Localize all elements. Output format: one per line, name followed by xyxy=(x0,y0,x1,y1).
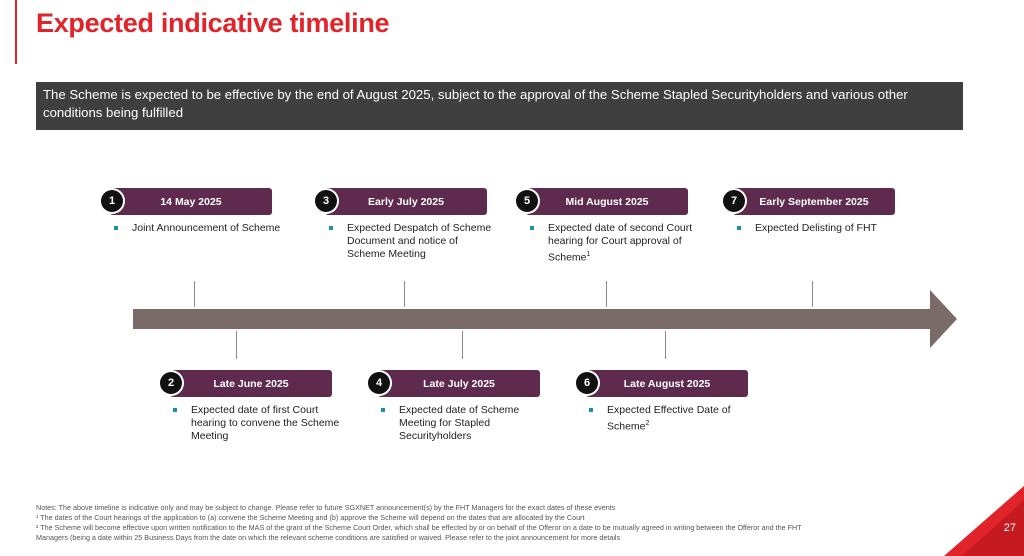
milestone-6-description xyxy=(589,404,759,434)
corner-decoration xyxy=(944,486,1024,556)
milestone-6-line-1: Expected Effective Date of xyxy=(607,404,731,416)
bullet-icon xyxy=(737,226,741,230)
milestone-4-line-3: Securityholders xyxy=(399,430,472,442)
tick-3 xyxy=(404,281,405,307)
milestone-2-description xyxy=(173,404,348,443)
bullet-icon xyxy=(114,226,118,230)
banner-line-1: The Scheme is expected to be effective by the end of August 2025, subject to the approval of the Scheme Stapled Securityholders and various other xyxy=(43,87,908,102)
milestone-7-description xyxy=(737,222,907,235)
milestone-1-number: 1 xyxy=(101,190,123,212)
milestone-4-line-1: Expected date of Scheme xyxy=(399,404,520,416)
summary-banner xyxy=(36,82,963,130)
milestone-5-line-2: hearing for Court approval of xyxy=(548,235,682,247)
milestone-6-line-2: Scheme xyxy=(607,420,646,433)
footnote-ref-1: 1 xyxy=(586,251,591,258)
milestone-3-line-3: Scheme Meeting xyxy=(347,248,426,260)
note-line-1: Notes: The above timeline is indicative only and may be subject to change. Please refer to future SGXNET announcement(s) by the FHT Managers for the exact dates of these events xyxy=(36,503,616,512)
milestone-7-number: 7 xyxy=(723,190,745,212)
bullet-icon xyxy=(589,408,593,412)
milestone-4-line-2: Meeting for Stapled xyxy=(399,417,491,429)
note-line-4: Managers (being a date within 25 Business Days from the date on which the relevant scheme conditions are satisfied or waived. Please refer to the joint announcement for more details xyxy=(36,533,621,542)
milestone-2-line-3: Meeting xyxy=(191,430,229,442)
footnote-ref-2: 2 xyxy=(645,420,650,427)
milestone-5-line-3: Scheme xyxy=(548,251,587,264)
milestone-1-date: 14 May 2025 xyxy=(110,188,272,215)
milestone-7-line-1: Expected Delisting of FHT xyxy=(755,222,877,234)
milestone-3-line-1: Expected Despatch of Scheme xyxy=(347,222,492,234)
tick-7 xyxy=(812,281,813,307)
bullet-icon xyxy=(381,408,385,412)
note-line-2: ¹ The dates of the Court hearings of the application to (a) convene the Scheme Meeting and (b) approve the Scheme will depend on the dates that are allocated by the Court xyxy=(36,513,585,522)
timeline-arrowhead xyxy=(930,290,957,348)
tick-6 xyxy=(665,331,666,359)
milestone-5-description xyxy=(530,222,705,265)
milestone-4-description xyxy=(381,404,551,443)
milestone-3-date: Early July 2025 xyxy=(325,188,487,215)
milestone-7-date: Early September 2025 xyxy=(733,188,895,215)
note-line-3: ² The Scheme will become effective upon written notification to the MAS of the grant of the Scheme Court Order, which shall be effected by or on behalf of the Offeror on a date to be mutually agreed in writing between the Offeror and the FHT xyxy=(36,523,802,532)
tick-5 xyxy=(606,281,607,307)
bullet-icon xyxy=(329,226,333,230)
milestone-2-line-2: hearing to convene the Scheme xyxy=(191,417,340,429)
footnotes xyxy=(36,503,916,543)
bullet-icon xyxy=(173,408,177,412)
milestone-6-number: 6 xyxy=(576,372,598,394)
milestone-2-number: 2 xyxy=(160,372,182,394)
banner-line-2: conditions being fulfilled xyxy=(43,105,184,120)
timeline-axis xyxy=(133,309,933,329)
milestone-1-description xyxy=(114,222,284,235)
milestone-5-date: Mid August 2025 xyxy=(526,188,688,215)
tick-4 xyxy=(462,331,463,359)
milestone-2-line-1: Expected date of first Court xyxy=(191,404,319,416)
milestone-6-date: Late August 2025 xyxy=(586,370,748,397)
milestone-4-date: Late July 2025 xyxy=(378,370,540,397)
milestone-3-number: 3 xyxy=(315,190,337,212)
milestone-3-description xyxy=(329,222,499,261)
tick-1 xyxy=(194,281,195,307)
page-title: Expected indicative timeline xyxy=(36,8,390,38)
milestone-3-line-2: Document and notice of xyxy=(347,235,458,247)
milestone-5-number: 5 xyxy=(516,190,538,212)
milestone-4-number: 4 xyxy=(368,372,390,394)
milestone-2-date: Late June 2025 xyxy=(170,370,332,397)
milestone-5-line-1: Expected date of second Court xyxy=(548,222,693,234)
page-number: 27 xyxy=(1003,522,1016,534)
bullet-icon xyxy=(530,226,534,230)
milestone-1-line-1: Joint Announcement of Scheme xyxy=(132,222,281,234)
tick-2 xyxy=(236,331,237,359)
left-accent-rule xyxy=(15,0,17,64)
